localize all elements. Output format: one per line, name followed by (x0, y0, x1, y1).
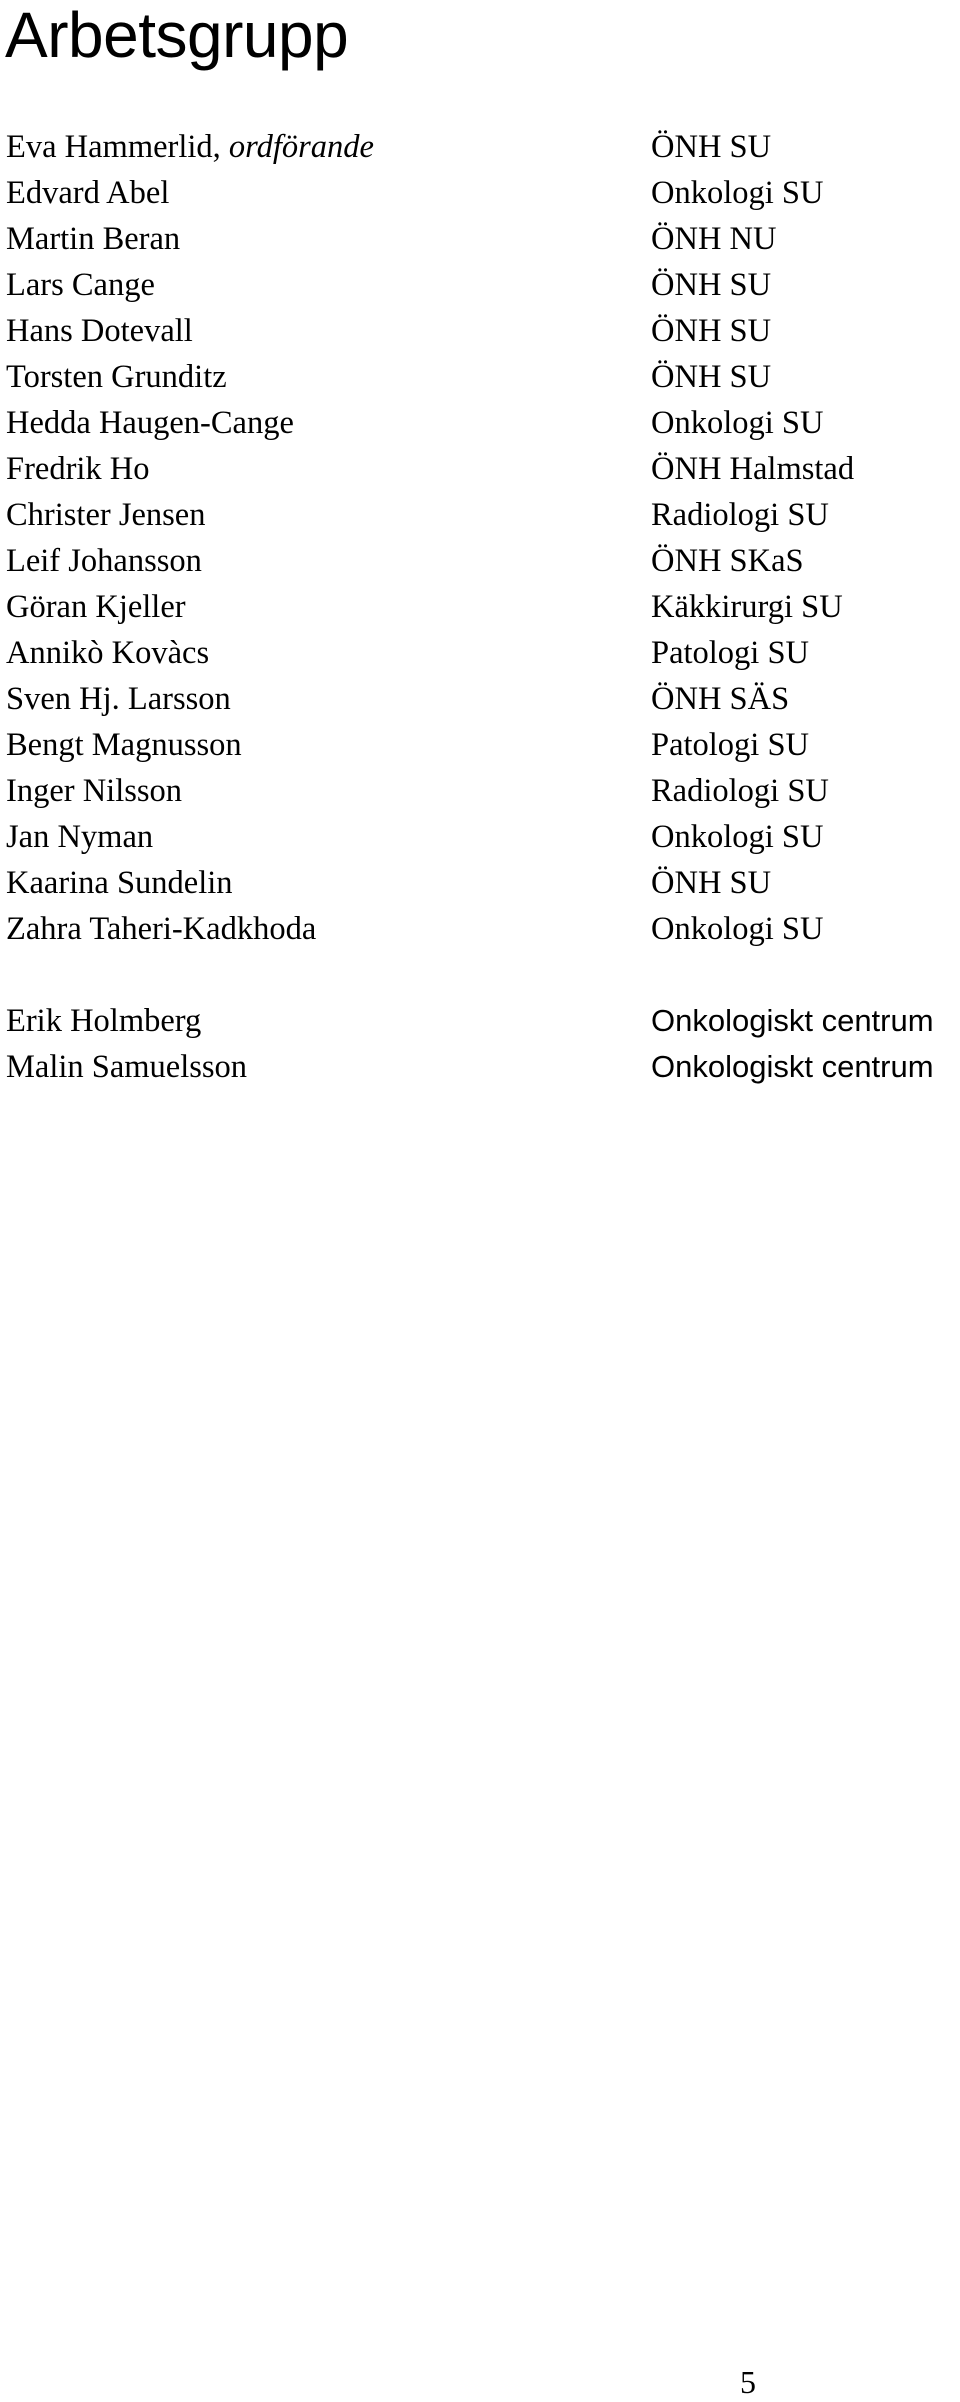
member-affiliation: ÖNH NU (651, 221, 777, 257)
page-title: Arbetsgrupp (5, 0, 349, 71)
member-affiliation: ÖNH SU (651, 313, 772, 349)
member-row (6, 400, 960, 446)
member-affiliation: ÖNH Halmstad (651, 451, 855, 487)
member-affiliation: Onkologi SU (651, 175, 824, 211)
additional-member-row (6, 998, 960, 1044)
page-number: 5 (740, 2364, 756, 2400)
member-row (6, 584, 960, 630)
member-row (6, 170, 960, 216)
member-affiliation: Patologi SU (651, 635, 810, 671)
member-name: Kaarina Sundelin (6, 865, 233, 901)
member-affiliation: Onkologiskt centrum (651, 1049, 934, 1084)
member-name-text: Eva Hammerlid, (6, 129, 221, 165)
member-name: Hedda Haugen-Cange (6, 405, 294, 441)
member-name: Zahra Taheri-Kadkhoda (6, 911, 317, 947)
member-row (6, 446, 960, 492)
member-row (6, 768, 960, 814)
member-name: Lars Cange (6, 267, 155, 303)
member-name: Edvard Abel (6, 175, 170, 211)
member-row (6, 124, 960, 170)
member-row (6, 262, 960, 308)
member-affiliation: Radiologi SU (651, 773, 829, 809)
member-name: Göran Kjeller (6, 589, 186, 625)
additional-member-row (6, 1044, 960, 1090)
member-name: Inger Nilsson (6, 773, 183, 809)
member-row (6, 538, 960, 584)
member-affiliation: ÖNH SKaS (651, 543, 804, 579)
member-name: Torsten Grunditz (6, 359, 227, 395)
member-name (6, 124, 651, 170)
member-affiliation: ÖNH SU (651, 359, 772, 395)
member-affiliation: Käkkirurgi SU (651, 589, 843, 625)
member-name: Hans Dotevall (6, 313, 193, 349)
member-affiliation: ÖNH SU (651, 267, 772, 303)
member-name: Martin Beran (6, 221, 181, 257)
member-name: Annikò Kovàcs (6, 635, 210, 671)
member-row (6, 354, 960, 400)
member-affiliation: Onkologi SU (651, 405, 824, 441)
member-name: Leif Johansson (6, 543, 202, 579)
member-name: Fredrik Ho (6, 451, 150, 487)
section-spacer (6, 952, 960, 998)
member-row (6, 906, 960, 952)
member-row (6, 814, 960, 860)
member-name: Sven Hj. Larsson (6, 681, 231, 717)
member-row (6, 630, 960, 676)
member-name: Erik Holmberg (6, 1003, 202, 1039)
member-row (6, 308, 960, 354)
member-row (6, 860, 960, 906)
member-affiliation: Radiologi SU (651, 497, 829, 533)
member-name: Malin Samuelsson (6, 1049, 248, 1085)
member-row (6, 492, 960, 538)
member-affiliation: ÖNH SU (651, 129, 772, 165)
member-row (6, 216, 960, 262)
member-name: Bengt Magnusson (6, 727, 242, 763)
member-role: ordförande (228, 129, 374, 165)
member-affiliation: Onkologi SU (651, 911, 824, 947)
member-row (6, 722, 960, 768)
member-affiliation: Onkologiskt centrum (651, 1003, 934, 1038)
working-group-roster (6, 124, 960, 1090)
member-affiliation: ÖNH SU (651, 865, 772, 901)
member-affiliation: ÖNH SÄS (651, 681, 790, 717)
member-name: Christer Jensen (6, 497, 206, 533)
member-affiliation: Onkologi SU (651, 819, 824, 855)
member-name: Jan Nyman (6, 819, 154, 855)
member-row (6, 676, 960, 722)
member-affiliation: Patologi SU (651, 727, 810, 763)
